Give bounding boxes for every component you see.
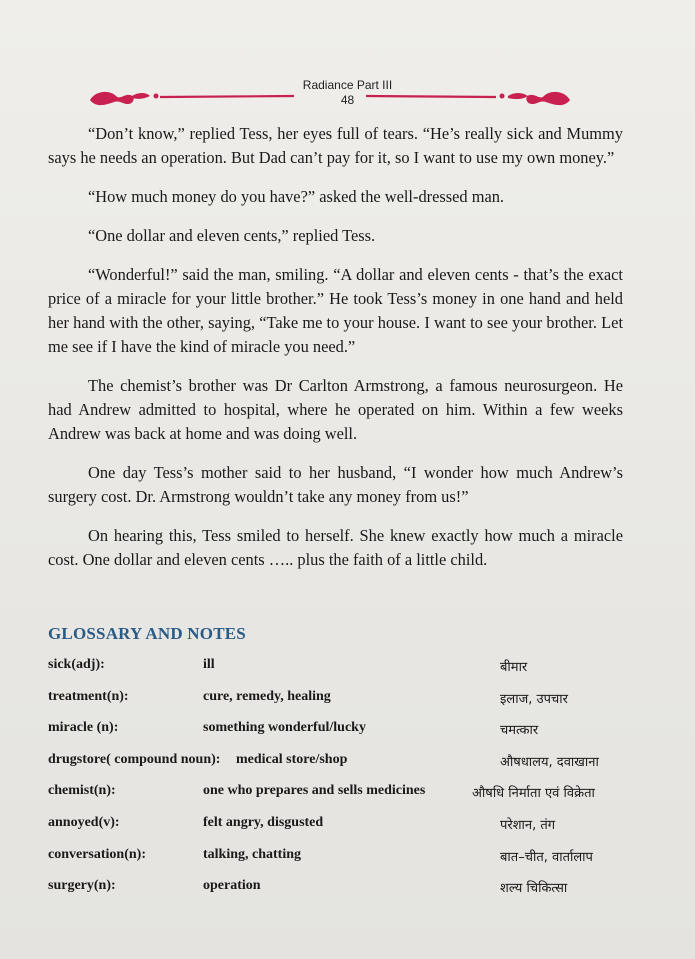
glossary-meaning: talking, chatting xyxy=(203,846,302,862)
glossary-meaning: operation xyxy=(203,878,261,894)
paragraph: “Wonderful!” said the man, smiling. “A dollar and eleven cents - that’s the exact price of a miracle for your little brother.” He took Tess’s money in one hand and held her hand with the other, saying, “Take me to your house. I want to see your brother. Let me see if I have the kind of miracle you need.” xyxy=(48,265,623,356)
glossary-meaning: medical store/shop xyxy=(236,751,348,767)
header-ornament xyxy=(88,86,572,112)
paragraph: “One dollar and eleven cents,” replied Tess. xyxy=(88,226,376,245)
paragraph: The chemist’s brother was Dr Carlton Armstrong, a famous neurosurgeon. He had Andrew admitted to hospital, where he operated on him. Within a few weeks Andrew was back at home and was doing well. xyxy=(48,376,623,443)
page-number: 48 xyxy=(340,93,355,107)
book-title: Radiance Part III xyxy=(302,78,393,92)
paragraph: “How much money do you have?” asked the well-dressed man. xyxy=(88,187,505,206)
glossary-hindi: चमत्कार xyxy=(500,723,539,739)
glossary-hindi: औषधालय, दवाखाना xyxy=(500,754,599,770)
glossary-row xyxy=(48,657,648,689)
glossary-term: conversation(n): xyxy=(48,846,146,862)
glossary-meaning: cure, remedy, healing xyxy=(203,688,331,704)
glossary-term: treatment(n): xyxy=(48,688,129,704)
paragraph: One day Tess’s mother said to her husband, “I wonder how much Andrew’s surgery cost. Dr. Armstrong wouldn’t take any money from us!” xyxy=(48,463,623,506)
glossary-term: miracle (n): xyxy=(48,720,119,736)
glossary-hindi: औषधि निर्माता एवं विक्रेता xyxy=(472,786,595,802)
glossary-term: sick(adj): xyxy=(48,657,105,672)
glossary-row xyxy=(48,783,648,815)
glossary-term: drugstore( compound noun): xyxy=(48,751,221,767)
glossary-term: chemist(n): xyxy=(48,783,116,799)
glossary-row xyxy=(48,847,648,879)
glossary-hindi: बीमार xyxy=(500,660,528,675)
glossary-hindi: बात–चीत, वार्तालाप xyxy=(500,849,593,865)
glossary-row xyxy=(48,752,648,784)
glossary-term: annoyed(v): xyxy=(48,814,120,830)
glossary-term: surgery(n): xyxy=(48,878,116,894)
glossary-meaning: ill xyxy=(203,657,215,672)
glossary-heading: GLOSSARY AND NOTES xyxy=(48,624,246,643)
glossary-hindi: परेशान, तंग xyxy=(500,817,556,833)
paragraph: “Don’t know,” replied Tess, her eyes full of tears. “He’s really sick and Mummy says he needs an operation. But Dad can’t pay for it, so I want to use my own money.” xyxy=(48,124,623,167)
paragraph: On hearing this, Tess smiled to herself. She knew exactly how much a miracle cost. One dollar and eleven cents ….. plus the faith of a little child. xyxy=(48,526,623,569)
glossary-row xyxy=(48,815,648,847)
glossary-meaning: felt angry, disgusted xyxy=(203,814,324,830)
glossary-row xyxy=(48,689,648,721)
glossary-hindi: इलाज, उपचार xyxy=(500,691,568,707)
glossary-meaning: something wonderful/lucky xyxy=(203,720,366,736)
glossary-list xyxy=(48,657,648,910)
glossary-row xyxy=(48,878,648,910)
glossary-row xyxy=(48,720,648,752)
glossary-hindi: शल्य चिकित्सा xyxy=(500,881,568,897)
glossary-meaning: one who prepares and sells medicines xyxy=(203,783,426,799)
story-text xyxy=(48,122,623,587)
